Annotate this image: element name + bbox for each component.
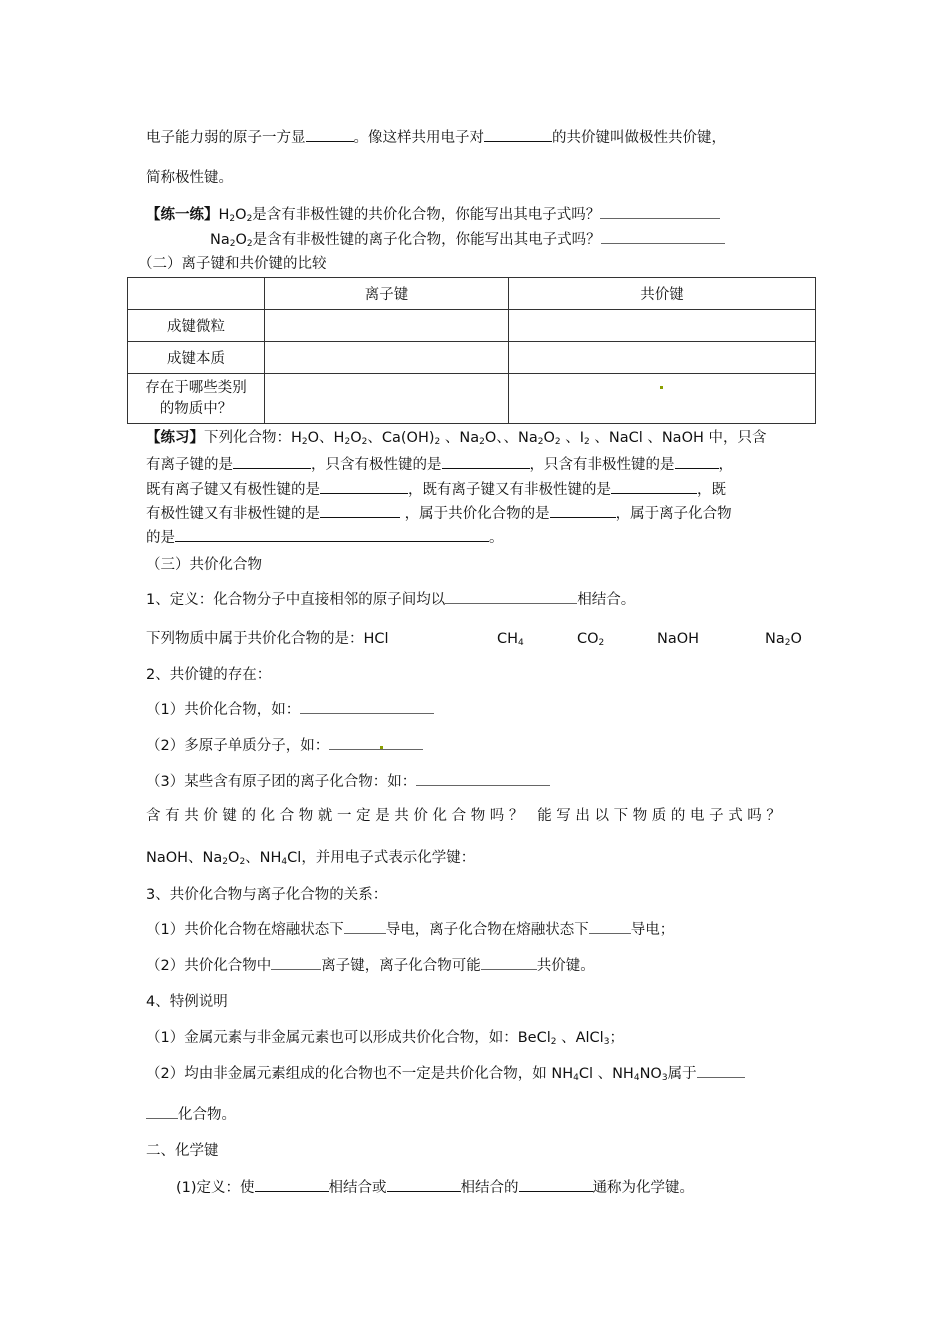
table-header-covalent: 共价键 xyxy=(509,278,816,310)
exercise-line-1: 【练习】下列化合物：$H_2O$、$H_2O_2$、$Ca(OH)_2$ 、$Na_2O$、、$Na_2O_2$ 、$I_2$ 、NaCl 、NaOH 中，只含 xyxy=(146,430,767,447)
special-title: 4、特例说明 xyxy=(146,994,228,1010)
existence-item-3: （3）某些含有原子团的离子化合物：如： xyxy=(146,772,550,792)
question-line: 含有共价键的化合物就一定是共价化合物吗？ 能写出以下物质的电子式吗？ xyxy=(146,808,786,824)
special-item-1: （1）金属元素与非金属元素也可以形成共价化合物，如：BeCl$_2$ 、AlCl$_3$； xyxy=(146,1030,624,1047)
relation-title: 3、共价化合物与离子化合物的关系： xyxy=(146,887,388,903)
part2-title: 二、化学键 xyxy=(146,1143,219,1159)
option-co2: $CO_2$ xyxy=(577,631,605,648)
table-row-label: 成键微粒 xyxy=(128,310,265,342)
option-ch4: $CH_4$ xyxy=(497,631,524,648)
table-row-label: 存在于哪些类别 的物质中？ xyxy=(128,374,265,424)
relation-item-1: （1）共价化合物在熔融状态下 导电，离子化合物在熔融状态下 导电； xyxy=(146,922,675,938)
electron-formula-line: NaOH、$Na_2O_2$、$NH_4Cl$，并用电子式表示化学键： xyxy=(146,850,476,867)
section2-title: （二）离子键和共价键的比较 xyxy=(138,256,327,272)
relation-item-2: （2）共价化合物中 离子键，离子化合物可能 共价键。 xyxy=(146,958,595,974)
table-row-label: 成键本质 xyxy=(128,342,265,374)
part2-definition: (1)定义：使 相结合或 相结合的 通称为化学键。 xyxy=(176,1180,695,1196)
exercise-line-2: 有离子键的是 ，只含有极性键的是 ，只含有非极性键的是 ， xyxy=(146,457,733,473)
section3-title: （三）共价化合物 xyxy=(146,557,262,573)
special-item-2: （2）均由非金属元素组成的化合物也不一定是共价化合物，如 $NH_4Cl$ 、$NH_4NO_3$属于 xyxy=(146,1064,745,1084)
special-item-2-cont: 化合物。 xyxy=(146,1105,236,1125)
practice1-line-1: 【练一练】$H_2O_2$是含有非极性键的共价化合物，你能写出其电子式吗？ xyxy=(146,205,720,225)
exercise-line-5: 的是 。 xyxy=(146,530,504,546)
intro-line-1: 电子能力弱的原子一方显 。像这样共用电子对 的共价键叫做极性共价键， xyxy=(146,130,726,146)
existence-item-1: （1）共价化合物，如： xyxy=(146,700,434,720)
exercise-line-3: 既有离子键又有极性键的是 ，既有离子键又有非极性键的是 ，既 xyxy=(146,482,726,498)
definition-line: 1、定义：化合物分子中直接相邻的原子间均以 相结合。 xyxy=(146,592,636,608)
exercise-line-4: 有极性键又有非极性键的是 ，属于共价化合物的是 ，属于离子化合物 xyxy=(146,506,732,522)
intro-line-2: 简称极性键。 xyxy=(146,170,233,186)
stray-dot xyxy=(660,386,663,389)
which-covalent-line: 下列物质中属于共价化合物的是：HCl xyxy=(146,631,389,647)
existence-title: 2、共价键的存在： xyxy=(146,667,272,683)
table-header-ionic: 离子键 xyxy=(265,278,509,310)
practice1-line-2: $Na_2O_2$是含有非极性键的离子化合物，你能写出其电子式吗？ xyxy=(210,230,725,250)
comparison-table xyxy=(127,277,816,424)
stray-dot xyxy=(380,746,383,749)
option-naoh: NaOH xyxy=(657,631,700,647)
option-na2o: $Na_2O$ xyxy=(765,631,802,648)
existence-item-2: （2）多原子单质分子，如： xyxy=(146,736,423,756)
